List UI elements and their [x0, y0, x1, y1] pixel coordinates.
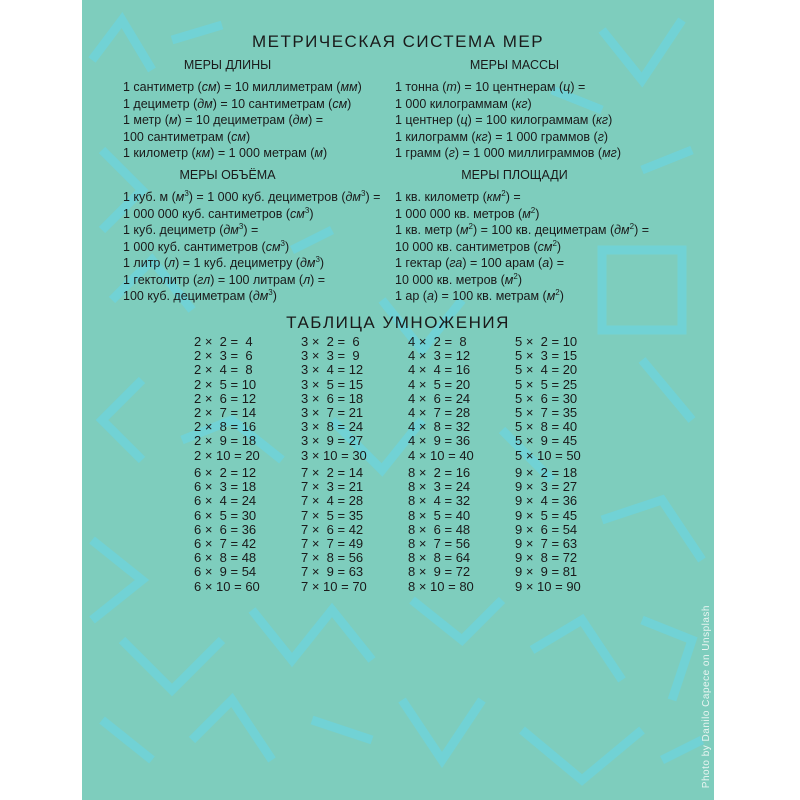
length-heading: МЕРЫ ДЛИНЫ	[183, 58, 272, 72]
area-heading: МЕРЫ ПЛОЩАДИ	[461, 168, 568, 182]
multiplication-row: 6 × 9 = 54	[194, 564, 257, 580]
multiplication-row: 2 × 7 = 14	[194, 405, 257, 421]
multiplication-row: 8 × 2 = 16	[408, 465, 471, 480]
multiplication-row: 2 × 5 = 10	[194, 376, 257, 392]
area-line: 1 кв. километр $(км^2)$ =	[395, 188, 521, 204]
multiplication-row: 3 × 6 = 18	[301, 390, 364, 406]
multiplication-row: 8 × 3 = 24	[408, 479, 471, 495]
area-line: 1 гектар (га) = 100 арам (а) =	[395, 256, 565, 270]
multiplication-row: 3 × 2 = 6	[301, 334, 360, 349]
multiplication-row: 2 × 8 = 16	[194, 419, 257, 435]
volume-line: 1 литр (л) = 1 куб. дециметру $(дм^3)$	[123, 254, 325, 270]
photo-credit: Photo by Danilo Capece on Unsplash	[701, 604, 712, 788]
multiplication-row: 7 × 5 = 35	[301, 507, 364, 523]
multiplication-column	[194, 466, 260, 594]
multiplication-row: 7 × 6 = 42	[301, 521, 364, 537]
multiplication-column	[194, 335, 260, 463]
multiplication-row: 2 × 2 = 4	[194, 334, 253, 349]
multiplication-row: 3 × 9 = 27	[301, 433, 364, 449]
multiplication-row: 4 × 10 = 40	[408, 447, 474, 463]
multiplication-row: 3 × 10 = 30	[301, 447, 367, 463]
multiplication-row: 4 × 8 = 32	[408, 419, 471, 435]
multiplication-row: 5 × 8 = 40	[515, 419, 578, 435]
multiplication-row: 6 × 8 = 48	[194, 550, 257, 566]
multiplication-row: 8 × 8 = 64	[408, 550, 471, 566]
multiplication-row: 7 × 3 = 21	[301, 479, 364, 495]
multiplication-row: 7 × 8 = 56	[301, 550, 364, 566]
multiplication-row: 6 × 3 = 18	[194, 479, 257, 495]
volume-line: 1 куб. дециметр $(дм^3)$ =	[123, 221, 259, 237]
notebook-cover	[82, 0, 714, 800]
multiplication-row: 9 × 2 = 18	[515, 465, 578, 480]
multiplication-row: 3 × 3 = 9	[301, 348, 360, 364]
multiplication-row: 6 × 2 = 12	[194, 465, 257, 480]
length-line: 1 километр (км) = 1 000 метрам (м)	[123, 146, 328, 160]
multiplication-row: 8 × 7 = 56	[408, 536, 471, 552]
mass-line: 1 000 килограммам (кг)	[395, 96, 532, 111]
multiplication-row: 9 × 8 = 72	[515, 550, 578, 566]
multiplication-row: 8 × 6 = 48	[408, 521, 471, 537]
multiplication-row: 5 × 5 = 25	[515, 376, 578, 392]
multiplication-row: 9 × 9 = 81	[515, 564, 578, 580]
mass-heading: МЕРЫ МАССЫ	[469, 58, 560, 72]
area-line: 10 000 кв. сантиметров $(см^2)$	[395, 238, 562, 254]
multiplication-row: 4 × 5 = 20	[408, 376, 471, 392]
multiplication-row: 6 × 6 = 36	[194, 521, 257, 537]
length-line: 1 дециметр (дм) = 10 сантиметрам (см)	[123, 96, 352, 111]
multiplication-column	[515, 335, 581, 463]
multiplication-row: 7 × 2 = 14	[301, 465, 364, 480]
multiplication-column	[301, 466, 367, 594]
multiplication-row: 2 × 6 = 12	[194, 390, 257, 406]
multiplication-row: 9 × 10 = 90	[515, 578, 581, 594]
multiplication-row: 9 × 3 = 27	[515, 479, 578, 495]
multiplication-column	[408, 335, 474, 463]
multiplication-row: 5 × 9 = 45	[515, 433, 578, 449]
length-line: 100 сантиметрам (см)	[123, 129, 251, 144]
mass-line: 1 тонна (т) = 10 центнерам (ц) =	[395, 80, 586, 94]
multiplication-row: 2 × 3 = 6	[194, 348, 253, 364]
multiplication-row: 2 × 4 = 8	[194, 362, 253, 378]
multiplication-row: 9 × 7 = 63	[515, 536, 578, 552]
multiplication-row: 8 × 4 = 32	[408, 493, 471, 509]
multiplication-title: ТАБЛИЦА УМНОЖЕНИЯ	[286, 313, 510, 332]
mass-line: 1 центнер (ц) = 100 килограммам (кг)	[395, 113, 613, 127]
multiplication-row: 6 × 5 = 30	[194, 507, 257, 523]
multiplication-row: 2 × 10 = 20	[194, 447, 260, 463]
volume-line: 100 куб. дециметрам $(дм^3)$	[123, 287, 277, 303]
volume-line: 1 000 куб. сантиметров $(см^3)$	[123, 238, 290, 254]
area-line: 10 000 кв. метров $(м^2)$	[395, 271, 522, 287]
multiplication-row: 4 × 6 = 24	[408, 390, 471, 406]
multiplication-row: 6 × 7 = 42	[194, 536, 257, 552]
multiplication-row: 5 × 7 = 35	[515, 405, 578, 421]
multiplication-row: 5 × 6 = 30	[515, 390, 578, 406]
multiplication-column	[515, 466, 581, 594]
volume-line: 1 гектолитр (гл) = 100 литрам (л) =	[123, 272, 326, 287]
length-line: 1 сантиметр (см) = 10 миллиметрам (мм)	[123, 80, 362, 94]
area-line: 1 кв. метр $(м^2) = 100$ кв. дециметрам $(дм^2)$ =	[395, 221, 650, 237]
multiplication-row: 3 × 4 = 12	[301, 362, 364, 378]
multiplication-row: 6 × 10 = 60	[194, 578, 260, 594]
multiplication-row: 9 × 5 = 45	[515, 507, 578, 523]
multiplication-row: 7 × 4 = 28	[301, 493, 364, 509]
multiplication-row: 3 × 5 = 15	[301, 376, 364, 392]
multiplication-row: 5 × 3 = 15	[515, 348, 578, 364]
multiplication-row: 8 × 10 = 80	[408, 578, 474, 594]
volume-heading: МЕРЫ ОБЪЁМА	[179, 168, 276, 182]
multiplication-row: 4 × 4 = 16	[408, 362, 471, 378]
multiplication-row: 9 × 6 = 54	[515, 521, 578, 537]
metric-title: МЕТРИЧЕСКАЯ СИСТЕМА МЕР	[251, 32, 545, 51]
multiplication-column	[301, 335, 367, 463]
multiplication-row: 5 × 10 = 50	[515, 447, 581, 463]
multiplication-row: 8 × 9 = 72	[408, 564, 471, 580]
multiplication-row: 9 × 4 = 36	[515, 493, 578, 509]
multiplication-row: 2 × 9 = 18	[194, 433, 257, 449]
multiplication-row: 3 × 8 = 24	[301, 419, 364, 435]
mass-line: 1 грамм (г) = 1 000 миллиграммов (мг)	[395, 146, 621, 160]
multiplication-row: 6 × 4 = 24	[194, 493, 257, 509]
volume-line: 1 000 000 куб. сантиметров $(см^3)$	[123, 205, 314, 221]
multiplication-row: 7 × 10 = 70	[301, 578, 367, 594]
multiplication-row: 7 × 7 = 49	[301, 536, 364, 552]
multiplication-row: 3 × 7 = 21	[301, 405, 364, 421]
multiplication-column	[408, 466, 474, 594]
multiplication-row: 5 × 2 = 10	[515, 334, 578, 349]
area-line: 1 ар (а) = 100 кв. метрам $(м^2)$	[395, 287, 564, 303]
multiplication-row: 5 × 4 = 20	[515, 362, 578, 378]
multiplication-row: 4 × 3 = 12	[408, 348, 471, 364]
multiplication-row: 7 × 9 = 63	[301, 564, 364, 580]
length-line: 1 метр (м) = 10 дециметрам (дм) =	[123, 113, 324, 127]
volume-line: 1 куб. м $(м^3) = 1$ 000 куб. дециметров $(дм^3)$ =	[123, 188, 381, 204]
multiplication-row: 8 × 5 = 40	[408, 507, 471, 523]
multiplication-row: 4 × 2 = 8	[408, 334, 467, 349]
multiplication-row: 4 × 9 = 36	[408, 433, 471, 449]
area-line: 1 000 000 кв. метров $(м^2)$	[395, 205, 540, 221]
content	[82, 0, 714, 800]
mass-line: 1 килограмм (кг) = 1 000 граммов (г)	[395, 129, 609, 144]
multiplication-row: 4 × 7 = 28	[408, 405, 471, 421]
